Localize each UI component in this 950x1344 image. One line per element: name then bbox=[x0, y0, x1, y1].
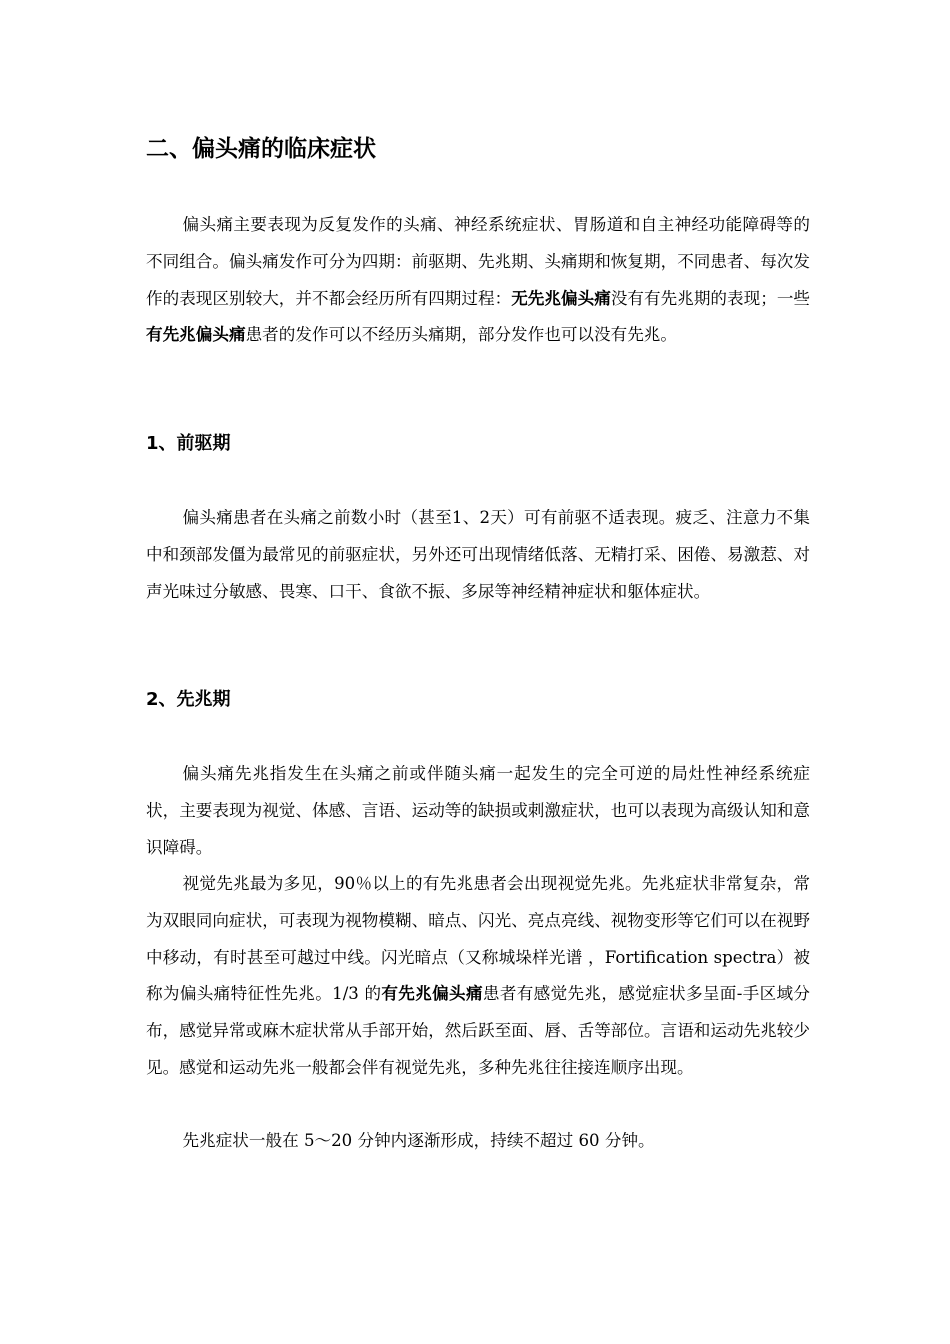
term-migraine-with-aura: 有先兆偏头痛 bbox=[146, 325, 246, 345]
section-heading-prodrome: 1、前驱期 bbox=[146, 433, 231, 454]
prodrome-paragraph: 偏头痛患者在头痛之前数小时（甚至1、2天）可有前驱不适表现。疲乏、注意力不集中和颈部发僵为最常见的前驱症状，另外还可出现情绪低落、无精打采、困倦、易激惹、对声光味过分敏感、畏寒、口干、食欲不振、多尿等神经精神症状和躯体症状。 bbox=[146, 508, 810, 601]
intro-text-1: 偏头痛主要表现为反复发作的头痛、神经系统症状、胃肠道和自主神经功能障碍等的不同组合。偏头痛发作可分为四期：前驱期、先兆期、头痛期和恢复期，不同患者、每次发作的表现区别较大，并不都会经历所有四期过程： bbox=[146, 215, 810, 308]
intro-text-2: 没有有先兆期的表现；一些 bbox=[610, 288, 811, 308]
aura-paragraph-3: 先兆症状一般在 5～20 分钟内逐渐形成，持续不超过 60 分钟。 bbox=[182, 1131, 655, 1150]
aura-text-1: 视觉先兆最为多见，90％以上的有先兆患者会出现视觉先兆。先兆症状非常复杂，常为双眼同向症状，可表现为视物模糊、暗点、闪光、亮点亮线、视物变形等它们可以在视野中移动，有时甚至可越过中线。闪光暗点（又称城垛样光谱 ，Fortification spectra）被称为偏头痛特征性先兆。1/3 的 bbox=[146, 874, 810, 1004]
term-migraine-with-aura-2: 有先兆偏头痛 bbox=[381, 984, 483, 1004]
intro-text-3: 患者的发作可以不经历头痛期，部分发作也可以没有先兆。 bbox=[245, 325, 677, 345]
page-title: 二、偏头痛的临床症状 bbox=[146, 136, 376, 162]
section-heading-aura: 2、先兆期 bbox=[146, 689, 231, 710]
term-migraine-without-aura: 无先兆偏头痛 bbox=[511, 288, 611, 308]
aura-paragraph-2 bbox=[146, 866, 810, 1087]
aura-text-2: 患者有感觉先兆，感觉症状多呈面-手区域分布，感觉异常或麻木症状常从手部开始，然后跃至面、唇、舌等部位。言语和运动先兆较少见。感觉和运动先兆一般都会伴有视觉先兆，多种先兆往往接连顺序出现。 bbox=[146, 984, 811, 1077]
aura-paragraph-1: 偏头痛先兆指发生在头痛之前或伴随头痛一起发生的完全可逆的局灶性神经系统症状，主要表现为视觉、体感、言语、运动等的缺损或刺激症状，也可以表现为高级认知和意识障碍。 bbox=[146, 764, 810, 857]
intro-paragraph bbox=[146, 207, 810, 354]
